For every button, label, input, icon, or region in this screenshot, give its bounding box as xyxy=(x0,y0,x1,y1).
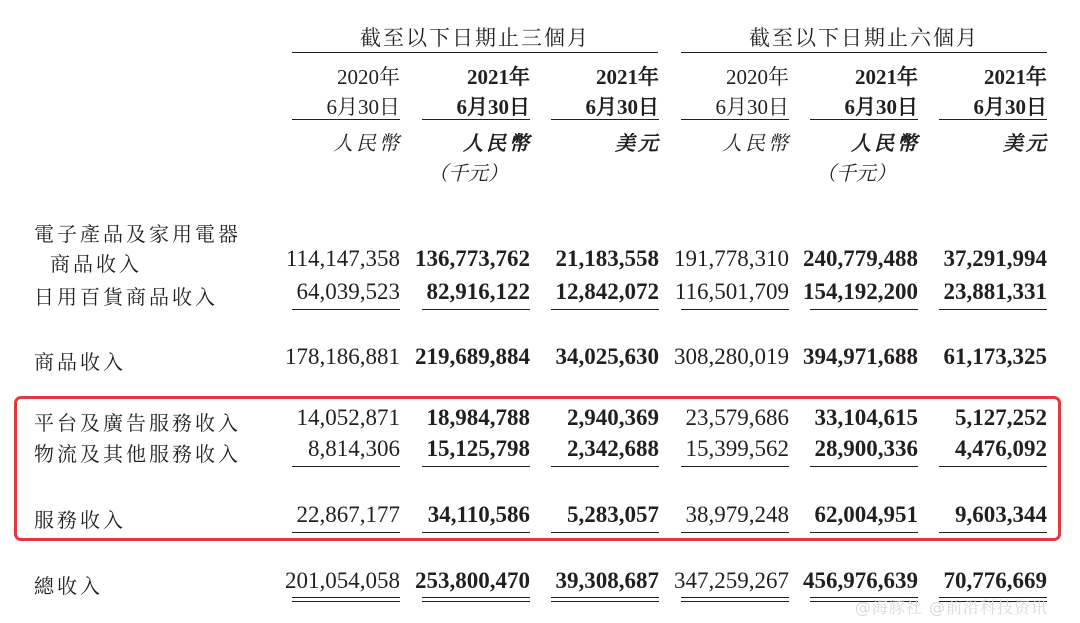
row-platform-advertising-label: 平台及廣告服務收入 xyxy=(34,411,241,435)
row-platform-advertising-value-2: 18,984,788 xyxy=(426,405,530,430)
total-double-rule-2a xyxy=(422,597,530,598)
total-double-rule-4a xyxy=(681,597,789,598)
total-double-rule-1a xyxy=(292,597,400,598)
col-3-year: 2021年 xyxy=(596,65,659,89)
row-product-revenue-value-3: 34,025,630 xyxy=(555,344,659,369)
row-total-revenue-value-4: 347,259,267 xyxy=(674,568,789,593)
row-total-revenue-value-5: 456,976,639 xyxy=(803,568,918,593)
subtotal-rule-2 xyxy=(422,309,530,310)
row-service-revenue-value-1: 22,867,177 xyxy=(296,502,400,527)
row-product-revenue-value-4: 308,280,019 xyxy=(674,344,789,369)
row-service-revenue-label: 服務收入 xyxy=(34,508,126,532)
row-electronics-value-5: 240,779,488 xyxy=(803,246,918,271)
service-subtotal-rule-5 xyxy=(810,466,918,467)
col-4-date: 6月30日 xyxy=(715,95,789,119)
col-6-currency: 美元 xyxy=(1003,131,1049,155)
row-service-revenue-value-2: 34,110,586 xyxy=(427,502,530,527)
header-six-months: 截至以下日期止六個月 xyxy=(749,26,979,50)
header-three-months: 截至以下日期止三個月 xyxy=(360,26,590,50)
row-logistics-other-value-2: 15,125,798 xyxy=(426,436,530,461)
subtotal-rule-1 xyxy=(292,309,400,310)
row-platform-advertising-value-1: 14,052,871 xyxy=(296,405,400,430)
col-1-year: 2020年 xyxy=(337,65,400,89)
service-revenue-rule-3 xyxy=(551,532,659,533)
row-general-merchandise-value-6: 23,881,331 xyxy=(943,279,1047,304)
col-2-unit: （千元） xyxy=(428,161,508,185)
header-six-months-rule xyxy=(681,52,1047,53)
col-2-header-rule xyxy=(422,119,530,120)
subtotal-rule-5 xyxy=(810,309,918,310)
col-2-year: 2021年 xyxy=(467,65,530,89)
row-electronics-value-2: 136,773,762 xyxy=(415,246,530,271)
service-subtotal-rule-3 xyxy=(551,466,659,467)
col-4-header-rule xyxy=(681,119,789,120)
row-total-revenue-label: 總收入 xyxy=(34,574,103,598)
row-product-revenue-value-1: 178,186,881 xyxy=(285,344,400,369)
col-2-date: 6月30日 xyxy=(456,95,530,119)
row-electronics-value-6: 37,291,994 xyxy=(943,246,1047,271)
subtotal-rule-6 xyxy=(939,309,1047,310)
col-5-currency: 人民幣 xyxy=(851,131,920,155)
col-1-header-rule xyxy=(292,119,400,120)
row-logistics-other-value-1: 8,814,306 xyxy=(308,436,400,461)
service-subtotal-rule-1 xyxy=(292,466,400,467)
row-electronics-value-4: 191,778,310 xyxy=(674,246,789,271)
row-platform-advertising-value-5: 33,104,615 xyxy=(814,405,918,430)
row-product-revenue-value-6: 61,173,325 xyxy=(943,344,1047,369)
row-product-revenue-label: 商品收入 xyxy=(34,350,126,374)
row-general-merchandise-label: 日用百貨商品收入 xyxy=(34,285,218,309)
col-1-currency: 人民幣 xyxy=(333,131,402,155)
col-6-year: 2021年 xyxy=(984,65,1047,89)
row-logistics-other-value-4: 15,399,562 xyxy=(685,436,789,461)
service-revenue-rule-4 xyxy=(681,532,789,533)
row-total-revenue-value-1: 201,054,058 xyxy=(285,568,400,593)
row-platform-advertising-value-4: 23,579,686 xyxy=(685,405,789,430)
total-double-rule-3a xyxy=(551,597,659,598)
subtotal-rule-4 xyxy=(681,309,789,310)
total-double-rule-2b xyxy=(422,601,530,602)
row-total-revenue-value-6: 70,776,669 xyxy=(943,568,1047,593)
col-3-header-rule xyxy=(551,119,659,120)
col-2-currency: 人民幣 xyxy=(463,131,532,155)
total-double-rule-1b xyxy=(292,601,400,602)
row-electronics-value-3: 21,183,558 xyxy=(555,246,659,271)
service-subtotal-rule-2 xyxy=(422,466,530,467)
subtotal-rule-3 xyxy=(551,309,659,310)
row-service-revenue-value-3: 5,283,057 xyxy=(567,502,659,527)
row-total-revenue-value-3: 39,308,687 xyxy=(555,568,659,593)
row-general-merchandise-value-5: 154,192,200 xyxy=(803,279,918,304)
col-5-header-rule xyxy=(810,119,918,120)
col-6-header-rule xyxy=(939,119,1047,120)
total-double-rule-4b xyxy=(681,601,789,602)
row-general-merchandise-value-2: 82,916,122 xyxy=(426,279,530,304)
col-6-date: 6月30日 xyxy=(973,95,1047,119)
col-5-unit: （千元） xyxy=(816,161,896,185)
total-double-rule-3b xyxy=(551,601,659,602)
service-revenue-rule-1 xyxy=(292,532,400,533)
service-revenue-rule-6 xyxy=(939,532,1047,533)
row-electronics-label: 電子產品及家用電器 xyxy=(34,222,241,246)
row-total-revenue-value-2: 253,800,470 xyxy=(415,568,530,593)
row-service-revenue-value-6: 9,603,344 xyxy=(955,502,1047,527)
col-3-currency: 美元 xyxy=(615,131,661,155)
row-logistics-other-value-3: 2,342,688 xyxy=(567,436,659,461)
col-5-date: 6月30日 xyxy=(844,95,918,119)
row-general-merchandise-value-3: 12,842,072 xyxy=(555,279,659,304)
col-5-year: 2021年 xyxy=(855,65,918,89)
row-general-merchandise-value-4: 116,501,709 xyxy=(674,279,789,304)
col-4-year: 2020年 xyxy=(726,65,789,89)
row-electronics-label-2: 商品收入 xyxy=(50,252,142,276)
row-product-revenue-value-2: 219,689,884 xyxy=(415,344,530,369)
service-subtotal-rule-4 xyxy=(681,466,789,467)
row-product-revenue-value-5: 394,971,688 xyxy=(803,344,918,369)
row-logistics-other-value-5: 28,900,336 xyxy=(814,436,918,461)
col-1-date: 6月30日 xyxy=(326,95,400,119)
service-revenue-rule-5 xyxy=(810,532,918,533)
header-three-months-rule xyxy=(292,52,658,53)
row-platform-advertising-value-6: 5,127,252 xyxy=(955,405,1047,430)
col-4-currency: 人民幣 xyxy=(722,131,791,155)
row-service-revenue-value-5: 62,004,951 xyxy=(814,502,918,527)
row-logistics-other-label: 物流及其他服務收入 xyxy=(34,442,241,466)
row-electronics-value-1: 114,147,358 xyxy=(285,246,400,271)
row-general-merchandise-value-1: 64,039,523 xyxy=(296,279,400,304)
service-revenue-rule-2 xyxy=(422,532,530,533)
row-service-revenue-value-4: 38,979,248 xyxy=(685,502,789,527)
col-3-date: 6月30日 xyxy=(585,95,659,119)
service-subtotal-rule-6 xyxy=(939,466,1047,467)
row-logistics-other-value-6: 4,476,092 xyxy=(955,436,1047,461)
row-platform-advertising-value-3: 2,940,369 xyxy=(567,405,659,430)
watermark: @海豚社 @前沿科技资讯 xyxy=(854,598,1048,617)
